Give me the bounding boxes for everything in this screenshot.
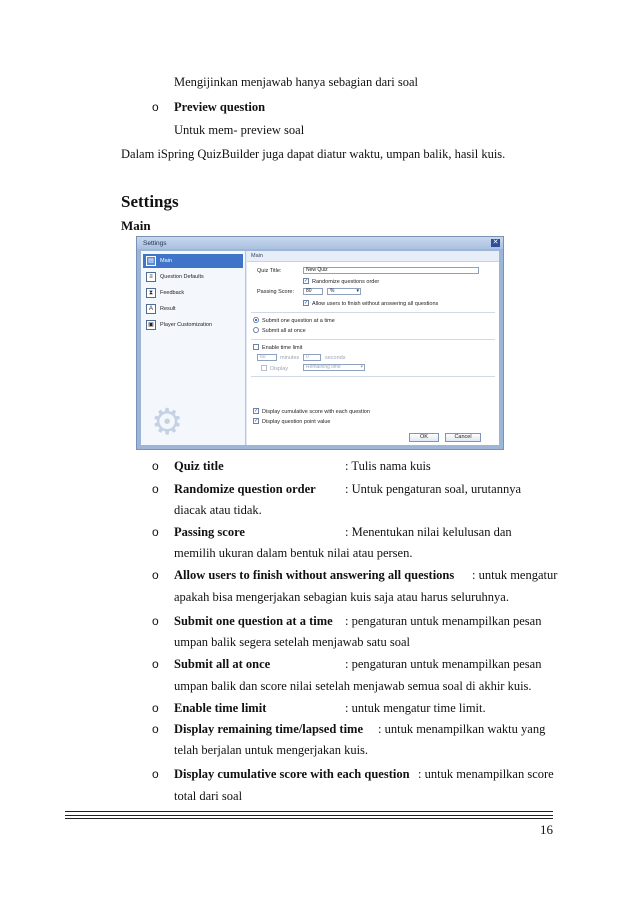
point-value-checkbox[interactable]: ✓ (254, 418, 259, 424)
settings-heading: Settings (121, 192, 179, 211)
time-limit-checkbox[interactable] (253, 344, 259, 350)
allow-finish-checkbox[interactable]: ✓ (304, 300, 309, 306)
preview-question-desc: Untuk mem- preview soal (174, 123, 305, 137)
settings-dialog-screenshot (136, 236, 504, 450)
sidebar-item-player-customization[interactable] (143, 318, 243, 332)
minutes-input[interactable]: 60 (257, 354, 277, 361)
item-desc: : untuk menampilkan waktu yang (378, 722, 546, 736)
section-title: Main (251, 253, 263, 259)
cancel-button[interactable]: Cancel (445, 433, 481, 442)
sidebar-item-result[interactable] (143, 302, 243, 316)
sidebar-item-label: Feedback (160, 290, 185, 296)
item-desc-cont: apakah bisa mengerjakan sebagian kuis saja atau harus seluruhnya. (174, 590, 509, 604)
item-title: Passing score (174, 525, 245, 539)
bullet: o (152, 100, 159, 114)
item-title: Quiz title (174, 459, 224, 473)
footer-rule (65, 815, 553, 816)
bullet: o (152, 657, 159, 671)
allow-finish-label: Allow users to finish without answering all questions (312, 301, 439, 307)
gear-icon: ⚙ (151, 401, 184, 442)
player-customization-icon: ▣ (146, 320, 156, 330)
chevron-down-icon: ▾ (360, 364, 363, 370)
item-desc: : Untuk pengaturan soal, urutannya (345, 482, 521, 496)
item-desc-cont: umpan balik segera setelah menjawab satu soal (174, 635, 411, 649)
dialog-titlebar (137, 237, 503, 249)
sidebar-item-main[interactable] (143, 254, 243, 268)
time-limit-label: Enable time limit (262, 345, 303, 351)
point-value-label: Display question point value (262, 419, 331, 425)
footer-rule (65, 818, 553, 819)
item-desc: : untuk menampilkan score (418, 767, 554, 781)
divider (251, 339, 495, 340)
dialog-body (141, 251, 499, 445)
bullet: o (152, 482, 159, 496)
item-desc: : untuk mengatur (472, 568, 558, 582)
item-title: Display cumulative score with each question (174, 767, 410, 781)
bullet: o (152, 459, 159, 473)
dialog-title: Settings (143, 240, 167, 247)
seconds-label: seconds (325, 355, 346, 361)
bullet: o (152, 525, 159, 539)
divider (251, 312, 495, 313)
cumulative-score-label: Display cumulative score with each question (262, 409, 370, 415)
quiz-title-input[interactable]: New Quiz (303, 267, 479, 274)
intro-line-1: Mengijinkan menjawab hanya sebagian dari soal (174, 75, 419, 89)
bullet: o (152, 701, 159, 715)
sidebar-item-label: Result (160, 306, 176, 312)
bullet: o (152, 767, 159, 781)
main-heading: Main (121, 218, 151, 233)
item-title: Enable time limit (174, 701, 267, 715)
randomize-checkbox[interactable]: ✓ (304, 278, 309, 284)
bullet: o (152, 568, 159, 582)
dialog-sidebar (141, 251, 246, 445)
item-title: Allow users to finish without answering all questions (174, 568, 455, 582)
item-desc-cont: telah berjalan untuk mengerjakan kuis. (174, 743, 369, 757)
sidebar-item-question-defaults[interactable] (143, 270, 243, 284)
sidebar-item-label: Player Customization (160, 322, 212, 328)
minutes-label: minutes (280, 355, 300, 361)
submit-all-radio[interactable] (253, 327, 259, 333)
main-settings-panel (247, 251, 499, 445)
question-defaults-icon: ≡ (146, 272, 156, 282)
item-desc: : Tulis nama kuis (345, 459, 431, 473)
intro-quizbuilder-line: Dalam iSpring QuizBuilder juga dapat diatur waktu, umpan balik, hasil kuis. (121, 147, 506, 161)
section-header (247, 251, 499, 262)
item-desc-cont: total dari soal (174, 789, 243, 803)
main-icon: ▤ (146, 256, 156, 266)
randomize-label: Randomize questions order (312, 279, 380, 285)
quiz-title-label: Quiz Title: (257, 268, 282, 274)
page-number: 16 (540, 822, 553, 837)
item-title: Randomize question order (174, 482, 316, 496)
divider (251, 376, 495, 377)
preview-question-title: Preview question (174, 100, 266, 114)
item-desc: : pengaturan untuk menampilkan pesan (345, 657, 542, 671)
passing-unit-value: % (330, 288, 335, 294)
passing-unit-select[interactable] (327, 288, 361, 295)
bullet: o (152, 722, 159, 736)
item-desc: : pengaturan untuk menampilkan pesan (345, 614, 542, 628)
submit-one-radio[interactable] (253, 317, 259, 323)
feedback-icon: ⧗ (146, 288, 156, 298)
display-time-select[interactable] (303, 364, 365, 371)
cumulative-score-checkbox[interactable]: ✓ (254, 408, 259, 414)
close-icon[interactable]: ✕ (492, 239, 499, 246)
item-title: Display remaining time/lapsed time (174, 722, 364, 736)
bullet: o (152, 614, 159, 628)
item-desc: : untuk mengatur time limit. (345, 701, 486, 715)
display-time-checkbox[interactable] (261, 365, 267, 371)
item-desc-cont: diacak atau tidak. (174, 503, 262, 517)
item-title: Submit one question at a time (174, 614, 333, 628)
item-desc-cont: umpan balik dan score nilai setelah menjawab semua soal di akhir kuis. (174, 679, 532, 693)
sidebar-item-feedback[interactable] (143, 286, 243, 300)
sidebar-item-label: Main (160, 258, 172, 264)
seconds-input[interactable]: 0 (303, 354, 321, 361)
submit-all-label: Submit all at once (262, 328, 306, 334)
item-title: Submit all at once (174, 657, 271, 671)
passing-score-label: Passing Score: (257, 289, 294, 295)
submit-one-label: Submit one question at a time (262, 318, 335, 324)
display-time-value: Remaining time (306, 364, 341, 370)
chevron-down-icon: ▾ (356, 288, 359, 294)
display-label: Display (270, 366, 289, 372)
ok-button[interactable]: OK (409, 433, 439, 442)
result-icon: A (146, 304, 156, 314)
footer-rule (65, 811, 553, 812)
item-desc-cont: memilih ukuran dalam bentuk nilai atau persen. (174, 546, 413, 560)
item-desc: : Menentukan nilai kelulusan dan (345, 525, 512, 539)
sidebar-item-label: Question Defaults (160, 274, 204, 280)
passing-score-input[interactable]: 80 (303, 288, 323, 295)
